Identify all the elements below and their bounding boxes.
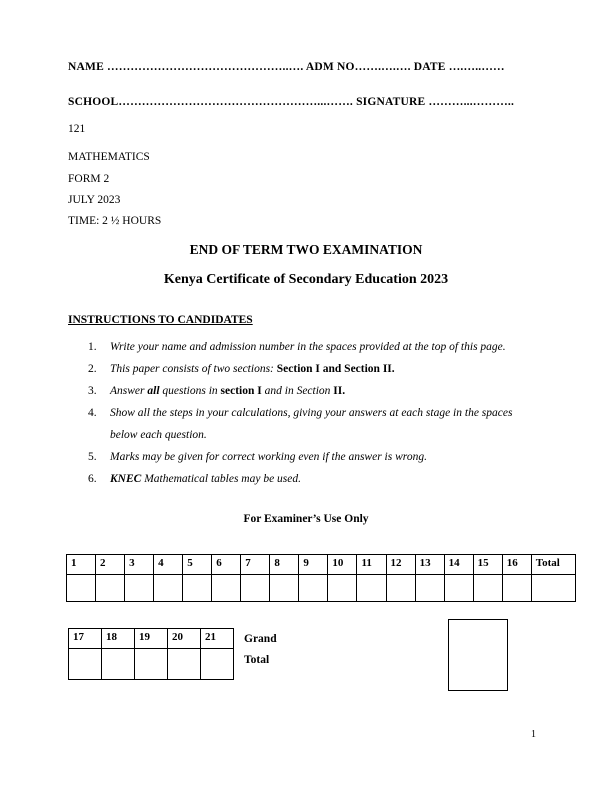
marks-entry-cell <box>299 575 328 602</box>
marks-entry-cell <box>96 575 125 602</box>
marks-table-questions-17-21 <box>68 628 234 680</box>
grand-total-label-line2: Total <box>244 654 270 666</box>
marks-col-header: 10 <box>328 555 357 575</box>
instruction-item-4 <box>68 402 544 446</box>
marks-col-header: 9 <box>299 555 328 575</box>
instruction-number: 2. <box>88 363 97 375</box>
marks-col-header: 14 <box>444 555 473 575</box>
subject-name: MATHEMATICS <box>68 151 150 163</box>
marks-col-header: 17 <box>69 629 102 649</box>
instruction-number: 5. <box>88 451 97 463</box>
marks-entry-cell <box>135 649 168 680</box>
exam-duration: TIME: 2 ½ HOURS <box>68 215 162 227</box>
instruction-text: Answer all questions in section I and in Section II. <box>110 385 346 397</box>
marks-total-col-header: Total <box>531 555 575 575</box>
examiner-use-heading: For Examiner’s Use Only <box>243 513 369 525</box>
marks-table1-entry-row <box>67 575 576 602</box>
instruction-item-2 <box>68 358 544 380</box>
marks-col-header: 2 <box>96 555 125 575</box>
marks-entry-cell <box>201 649 234 680</box>
marks-entry-cell <box>241 575 270 602</box>
marks-col-header: 11 <box>357 555 386 575</box>
exam-date: JULY 2023 <box>68 194 121 206</box>
marks-col-header: 4 <box>154 555 183 575</box>
page-number: 1 <box>531 729 536 740</box>
exam-subtitle: Kenya Certificate of Secondary Education 2023 <box>163 272 449 287</box>
marks-entry-cell <box>212 575 241 602</box>
marks-entry-cell <box>328 575 357 602</box>
instructions-heading: INSTRUCTIONS TO CANDIDATES <box>68 314 253 326</box>
marks-table1-header-row <box>67 555 576 575</box>
paper-code: 121 <box>68 123 86 135</box>
marks-entry-cell <box>415 575 444 602</box>
marks-total-entry-cell <box>531 575 575 602</box>
marks-entry-cell <box>102 649 135 680</box>
marks-col-header: 18 <box>102 629 135 649</box>
instructions-list <box>68 336 544 490</box>
marks-col-header: 16 <box>502 555 531 575</box>
instruction-item-1 <box>68 336 544 358</box>
exam-title: END OF TERM TWO EXAMINATION <box>189 242 423 257</box>
marks-entry-cell <box>168 649 201 680</box>
marks-entry-cell <box>386 575 415 602</box>
marks-col-header: 12 <box>386 555 415 575</box>
grand-total-label-line1: Grand <box>244 633 277 645</box>
form-level: FORM 2 <box>68 173 110 185</box>
marks-col-header: 6 <box>212 555 241 575</box>
instruction-item-5 <box>68 446 544 468</box>
marks-col-header: 13 <box>415 555 444 575</box>
marks-col-header: 5 <box>183 555 212 575</box>
marks-entry-cell <box>67 575 96 602</box>
marks-entry-cell <box>473 575 502 602</box>
instruction-text: Show all the steps in your calculations, giving your answers at each stage in the spaces below each question. <box>110 407 513 441</box>
marks-entry-cell <box>270 575 299 602</box>
marks-entry-cell <box>154 575 183 602</box>
name-adm-date-line: NAME ………………………………………..…. ADM NO…….….…. DATE ….…..…… <box>68 61 505 73</box>
marks-col-header: 19 <box>135 629 168 649</box>
grand-total-box <box>448 619 508 691</box>
marks-entry-cell <box>183 575 212 602</box>
marks-col-header: 21 <box>201 629 234 649</box>
marks-entry-cell <box>357 575 386 602</box>
instruction-text: Marks may be given for correct working even if the answer is wrong. <box>110 451 427 463</box>
marks-table2-entry-row <box>69 649 234 680</box>
marks-col-header: 20 <box>168 629 201 649</box>
instruction-item-3 <box>68 380 544 402</box>
marks-entry-cell <box>125 575 154 602</box>
grand-total-label <box>244 628 277 671</box>
marks-col-header: 1 <box>67 555 96 575</box>
marks-col-header: 15 <box>473 555 502 575</box>
marks-entry-cell <box>444 575 473 602</box>
instruction-text: KNEC Mathematical tables may be used. <box>110 473 302 485</box>
instruction-number: 4. <box>88 407 97 419</box>
instruction-number: 3. <box>88 385 97 397</box>
marks-table-questions-1-16 <box>66 554 576 602</box>
marks-entry-cell <box>69 649 102 680</box>
bottom-row <box>68 628 544 691</box>
instruction-item-6 <box>68 468 544 490</box>
instruction-number: 6. <box>88 473 97 485</box>
marks-col-header: 8 <box>270 555 299 575</box>
instruction-text: Write your name and admission number in the spaces provided at the top of this page. <box>110 341 506 353</box>
instruction-number: 1. <box>88 341 97 353</box>
school-signature-line: SCHOOL……………………………………………...……. SIGNATURE ………...……….. <box>68 96 515 108</box>
marks-table2-header-row <box>69 629 234 649</box>
instruction-text: This paper consists of two sections: Section I and Section II. <box>110 363 395 375</box>
marks-col-header: 7 <box>241 555 270 575</box>
marks-col-header: 3 <box>125 555 154 575</box>
marks-entry-cell <box>502 575 531 602</box>
